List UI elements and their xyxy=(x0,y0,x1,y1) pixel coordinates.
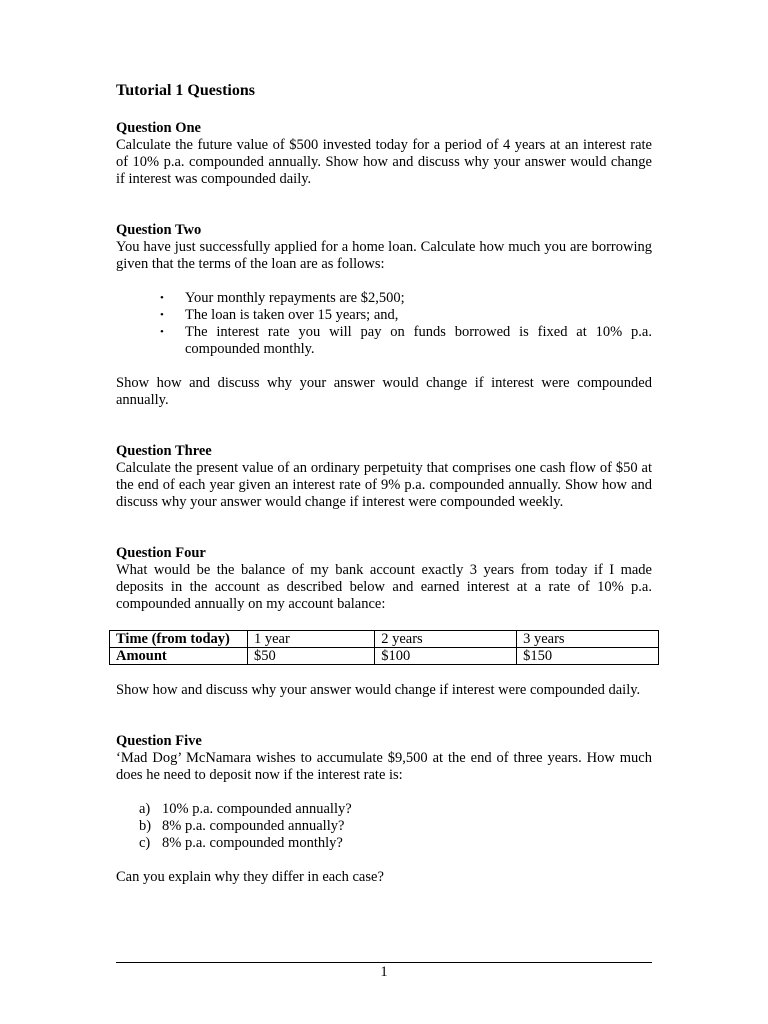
option-label: b) xyxy=(139,818,152,834)
question-one-heading: Question One xyxy=(116,120,201,136)
table-row xyxy=(110,648,659,665)
deposits-table xyxy=(109,630,659,665)
table-row-header: Amount xyxy=(110,648,248,665)
option-text: 10% p.a. compounded annually? xyxy=(162,801,352,817)
question-four-outro: Show how and discuss why your answer would change if interest were compounded daily. xyxy=(116,682,641,698)
list-item xyxy=(160,307,652,324)
table-cell: 1 year xyxy=(248,631,375,648)
question-one-text: Calculate the future value of $500 invested today for a period of 4 years at an interest rate of 10% p.a. compounded annually. Show how and discuss why your answer would change if interest was compounded daily. xyxy=(116,137,652,187)
list-item-text: Your monthly repayments are $2,500; xyxy=(185,290,405,306)
question-two xyxy=(116,222,652,409)
document-page xyxy=(116,80,652,886)
question-two-outro: Show how and discuss why your answer would change if interest were compounded annually. xyxy=(116,375,652,408)
list-item xyxy=(160,290,652,307)
question-four xyxy=(116,545,652,699)
bullet-icon: • xyxy=(160,326,164,338)
question-four-heading: Question Four xyxy=(116,545,206,561)
table-cell: $50 xyxy=(248,648,375,665)
list-item-text: The interest rate you will pay on funds borrowed is fixed at 10% p.a. compounded monthly. xyxy=(185,324,652,357)
table-cell: $150 xyxy=(517,648,659,665)
table-cell: $100 xyxy=(375,648,517,665)
footer-divider xyxy=(116,962,652,963)
list-item-text: The loan is taken over 15 years; and, xyxy=(185,307,399,323)
bullet-icon: • xyxy=(160,292,164,304)
question-two-heading: Question Two xyxy=(116,222,202,238)
question-four-intro: What would be the balance of my bank account exactly 3 years from today if I made deposits in the account as described below and earned interest at a rate of 10% p.a. compounded annually on my account balance: xyxy=(116,562,652,612)
table-cell: 2 years xyxy=(375,631,517,648)
list-item xyxy=(139,818,652,835)
option-label: a) xyxy=(139,801,151,817)
question-three xyxy=(116,443,652,511)
question-three-text: Calculate the present value of an ordinary perpetuity that comprises one cash flow of $50 at the end of each year given an interest rate of 9% p.a. compounded annually. Show how and discuss why your answer would change if interest were compounded weekly. xyxy=(116,460,652,510)
question-two-intro: You have just successfully applied for a home loan. Calculate how much you are borrowing given that the terms of the loan are as follows: xyxy=(116,239,652,272)
question-five-heading: Question Five xyxy=(116,733,202,749)
table-row xyxy=(110,631,659,648)
table-cell: 3 years xyxy=(517,631,659,648)
question-three-heading: Question Three xyxy=(116,443,212,459)
interest-options-list xyxy=(116,801,652,852)
document-title: Tutorial 1 Questions xyxy=(116,82,255,99)
list-item xyxy=(160,324,652,358)
question-one xyxy=(116,120,652,188)
loan-terms-list xyxy=(116,290,652,358)
question-five-intro: ‘Mad Dog’ McNamara wishes to accumulate $9,500 at the end of three years. How much does he need to deposit now if the interest rate is: xyxy=(116,750,652,783)
question-five xyxy=(116,733,652,886)
bullet-icon: • xyxy=(160,309,164,321)
question-five-outro: Can you explain why they differ in each case? xyxy=(116,869,384,885)
option-label: c) xyxy=(139,835,151,851)
list-item xyxy=(139,801,652,818)
table-row-header: Time (from today) xyxy=(110,631,248,648)
page-number: 1 xyxy=(380,964,388,980)
option-text: 8% p.a. compounded annually? xyxy=(162,818,345,834)
list-item xyxy=(139,835,652,852)
option-text: 8% p.a. compounded monthly? xyxy=(162,835,343,851)
